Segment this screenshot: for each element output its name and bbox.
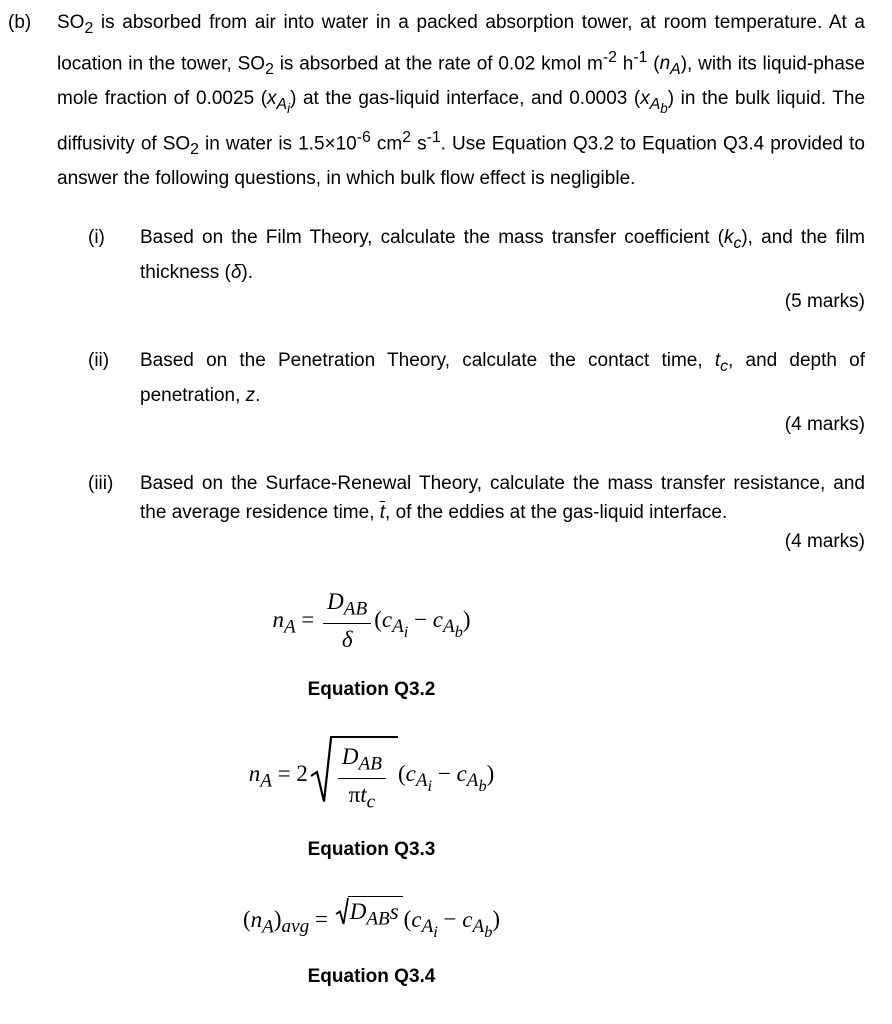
question-text: Based on the Penetration Theory, calculate the contact time, $t_c$, and depth of penetration, z. [140,349,865,406]
question-label: (iii) [88,472,114,494]
question-body [140,223,865,316]
equation-q3-2 [8,588,735,704]
equation-formula: $(n_A)_{avg}$ = $D_{AB}s$ $(c_{A_i} - c_{A_b})$ [8,896,735,942]
question-item-ii [57,346,865,439]
equation-q3-4 [8,896,735,991]
marks-label: (4 marks) [784,530,865,552]
marks-label: (5 marks) [784,290,865,312]
question-text: Based on the Film Theory, calculate the mass transfer coefficient $(k_c)$, and the film thickness (δ). [140,227,865,283]
equation-formula: $n_A$ = $\frac{D_{AB}}{\delta}$ $(c_{A_i} - c_{A_b})$ [272,588,471,653]
part-body [57,8,865,556]
equation-caption: Equation Q3.4 [307,966,436,988]
question-text: Based on the Surface-Renewal Theory, calculate the mass transfer resistance, and the average residence time, $\overline{t}$, of the eddies at the gas-liquid interface. [140,472,865,523]
equation-caption: Equation Q3.3 [307,838,436,860]
sqrt-icon [335,896,349,926]
question-label: (i) [88,227,105,248]
question-item-iii [57,469,865,556]
part-label: (b) [8,12,32,33]
sqrt-icon [310,736,332,804]
question-label: (ii) [88,349,110,371]
part-b-section [8,8,865,556]
equation-q3-3 [8,736,735,864]
question-item-i [57,223,865,316]
intro-paragraph: $SO_2$ is absorbed from air into water in a packed absorption tower, at room temperature. At a location in the tower, $SO_2$ is absorbed at the rate of 0.02 kmol $m^{-2}$ $h^{-1}$ $(n_A)$, with its liquid-phase mole fraction of 0.0025 $(x_{A_i})$ at the gas-liquid interface, and 0.0003 $(x_{A_b})$ in the bulk liquid. The diffusivity of $SO_2$ in water is $1.5\times 10^{-6}$ $cm^2$ $s^{-1}$. Use Equation Q3.2 to Equation Q3.4 provided to answer the following questions, in which bulk flow effect is negligible. [57,12,866,189]
question-body [140,346,865,439]
question-body [140,469,865,556]
equation-formula: $n_A = 2$ $\frac{D_{AB}}{\pi t_c}$ $(c_{A_i} - c_{A_b})$ [8,736,735,815]
equation-caption: Equation Q3.2 [307,678,436,700]
equations-section [8,588,735,992]
marks-label: (4 marks) [784,413,865,435]
